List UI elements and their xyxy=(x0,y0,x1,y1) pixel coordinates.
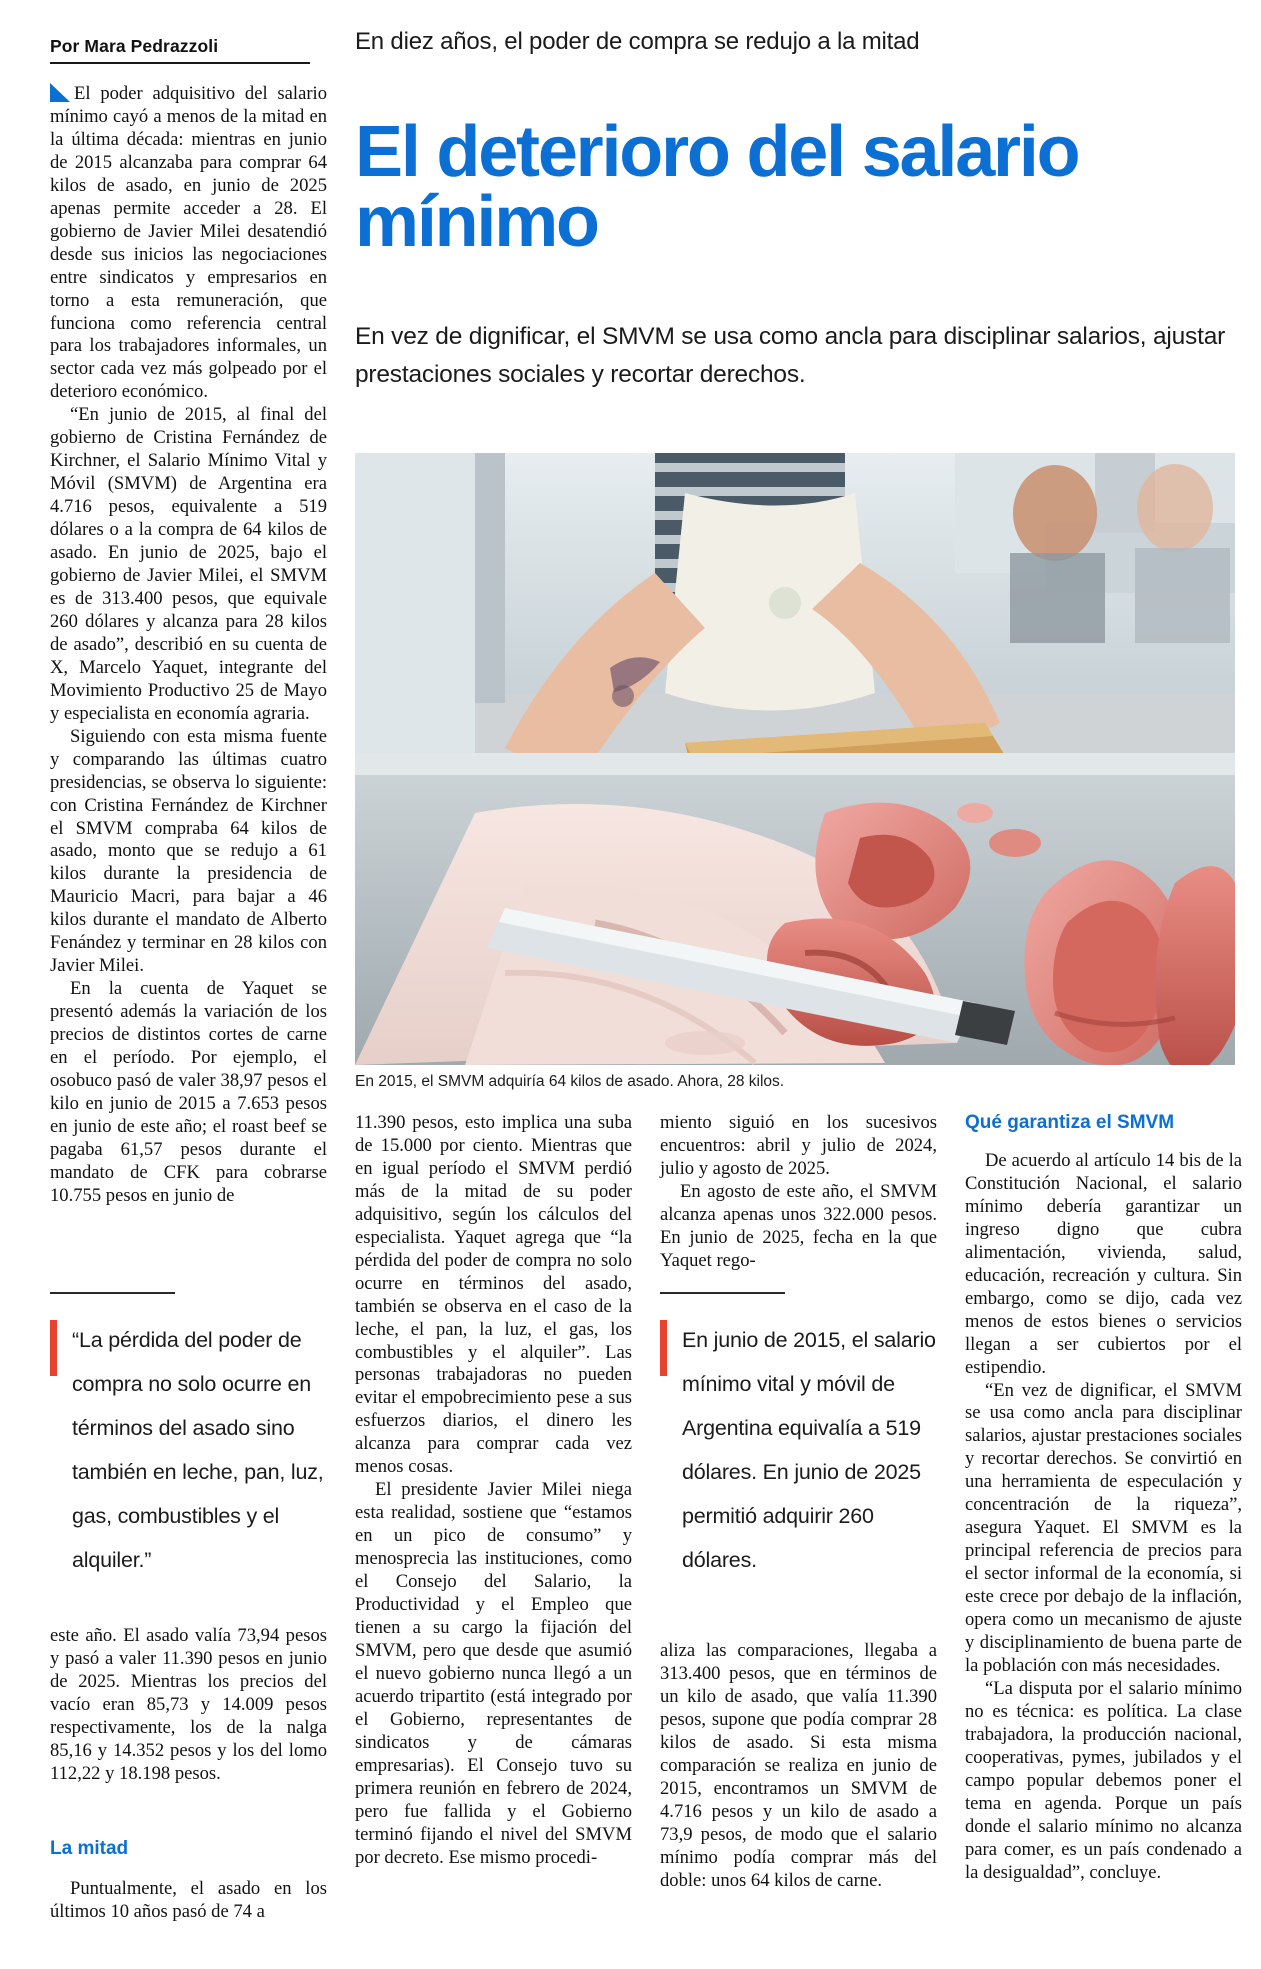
body-column-3-bottom xyxy=(660,1640,937,1892)
paragraph: De acuerdo al artículo 14 bis de la Constitución Nacional, el salario mínimo debería garantizar un ingreso digno que cubra alimentación, vivienda, salud, educación, recreación y cultura. Sin embargo, como se dijo, cada vez menos de estos bienes o servicios llegan a ser cubiertos por el estipendio. xyxy=(965,1150,1242,1378)
byline: Por Mara Pedrazzoli xyxy=(50,36,219,56)
kicker: En diez años, el poder de compra se redujo a la mitad xyxy=(355,28,920,55)
section-title-que-garantiza xyxy=(965,1112,1242,1134)
paragraph: aliza las comparaciones, llegaba a 313.400 pesos, que en términos de un kilo de asado, que valía 11.390 pesos, supone que podía comprar 28 kilos de asado. Si esta misma comparación se realiza en junio de 2015, encontramos un SMVM de 4.716 pesos y un kilo de asado a 73,9 pesos, de modo que el salario mínimo podía comprar más del doble: unos 64 kilos de carne. xyxy=(660,1640,937,1891)
la-mitad-lead xyxy=(50,1878,327,1924)
pullquote-rule xyxy=(660,1292,785,1294)
body-column-2 xyxy=(355,1112,632,1869)
paragraph: El presidente Javier Milei niega esta realidad, sostiene que “estamos en un pico de consumo” y menosprecia las instituciones, como el Consejo del Salario, la Productividad y el Empleo que tienen a su cargo la fijación del SMVM, pero que desde que asumió el nuevo gobierno nunca llegó a un acuerdo tripartito (está integrado por el Gobierno, representantes de sindicatos y de cámaras empresarias). El Consejo tuvo su primera reunión en febrero de 2024, pero fue fallida y el Gobierno terminó fijando el nivel del SMVM por decreto. Ese mismo procedi- xyxy=(355,1479,632,1868)
pullquote-text: “La pérdida del poder de compra no solo ocurre en términos del asado sino también en leche, pan, luz, gas, combustibles y el alquiler.” xyxy=(72,1328,324,1573)
pullquote-text: En junio de 2015, el salario mínimo vital y móvil de Argentina equivalía a 519 dólares. En junio de 2025 permitió adquirir 260 dólares. xyxy=(682,1328,936,1573)
body-column-1 xyxy=(50,80,327,1208)
body-column-1-bottom xyxy=(50,1625,327,1786)
page-title: El deterioro del salario mínimo xyxy=(355,112,1079,263)
paragraph: El poder adquisitivo del salario mínimo cayó a menos de la mitad en la última década: mientras en junio de 2015 alcanzaba para comprar 64 kilos de asado, en junio de 2025 apenas permite acceder a 28. El gobierno de Javier Milei desatendió desde sus inicios las negociaciones entre sindicatos y empresarios en torno a esta remuneración, que funciona como referencia central para los trabajadores informales, un sector cada vez más golpeado por el deterioro económico. xyxy=(50,83,327,403)
paragraph: Siguiendo con esta misma fuente y comparando las últimas cuatro presidencias, se observa lo siguiente: con Cristina Fernández de Kirchner el SMVM compraba 64 kilos de asado, monto que se redujo a 61 kilos durante la presidencia de Mauricio Macri, para bajar a 46 kilos durante el mandato de Alberto Fenández y terminar en 28 kilos con Javier Milei. xyxy=(50,725,327,977)
photo-caption: En 2015, el SMVM adquiría 64 kilos de asado. Ahora, 28 kilos. xyxy=(355,1073,785,1090)
body-column-3 xyxy=(660,1112,937,1273)
paragraph: “En vez de dignificar, el SMVM se usa como ancla para disciplinar salarios, ajustar prestaciones sociales y recortar derechos. Se convirtió en una herramienta de especulación y concentración de la riqueza”, asegura Yaquet. El SMVM es la principal referencia de precios para el sector informal de la economía, si este crece por debajo de la inflación, opera como un mecanismo de ajuste y disciplinamiento de buena parte de la población con más necesidades. xyxy=(965,1379,1242,1676)
section-title-text: La mitad xyxy=(50,1838,129,1859)
article-photo xyxy=(355,453,1235,1065)
subheadline: En vez de dignificar, el SMVM se usa como ancla para disciplinar salarios, ajustar prestaciones sociales y recortar derechos. xyxy=(355,323,1226,388)
paragraph: “La disputa por el salario mínimo no es técnica: es política. La clase trabajadora, la producción nacional, cooperativas, pymes, jubilados y el campo popular debemos poner el tema en agenda. Porque un país donde el salario mínimo no alcanza para comer, es un país condenado a la desigualdad”, concluye. xyxy=(965,1677,1242,1883)
paragraph: Puntualmente, el asado en los últimos 10 años pasó de 74 a xyxy=(50,1878,327,1922)
pullquote-1 xyxy=(50,1318,327,1582)
paragraph: 11.390 pesos, esto implica una suba de 15.000 por ciento. Mientras que en igual período el SMVM perdió más de la mitad de su poder adquisitivo, según los cálculos del especialista. Yaquet agrega que “la pérdida del poder de compra no solo ocurre en términos del asado, también se observa en el caso de la leche, el pan, la luz, el gas, los combustibles y el alquiler”. Las personas trabajadoras no pueden evitar el empobrecimiento pese a sus esfuerzos diarios, el dinero les alcanza para comprar cada vez menos cosas. xyxy=(355,1112,632,1478)
paragraph: este año. El asado valía 73,94 pesos y pasó a valer 11.390 pesos en junio de 2025. Mientras los precios del vacío eran 85,73 y 14.009 pesos respectivamente, los de la nalga 85,16 y 14.352 pesos y los del lomo 112,22 y 18.198 pesos. xyxy=(50,1625,327,1784)
body-column-4 xyxy=(965,1150,1242,1885)
paragraph: “En junio de 2015, al final del gobierno de Cristina Fernández de Kirchner, el Salario Mínimo Vital y Móvil (SMVM) de Argentina era 4.716 pesos, equivalente a 519 dólares o a la compra de 64 kilos de asado. En junio de 2025, bajo el gobierno de Javier Milei, el SMVM es de 313.400 pesos, que equivale 260 dólares y alcanza para 28 kilos de asado”, describió en su cuenta de X, Marcelo Yaquet, integrante del Movimiento Productivo 25 de Mayo y especialista en economía agraria. xyxy=(50,404,327,724)
paragraph: En agosto de este año, el SMVM alcanza apenas unos 322.000 pesos. En junio de 2025, fecha en la que Yaquet rego- xyxy=(660,1180,937,1271)
pullquote-2 xyxy=(660,1318,937,1582)
section-title-la-mitad xyxy=(50,1838,327,1860)
section-title-text: Qué garantiza el SMVM xyxy=(965,1112,1175,1133)
paragraph: miento siguió en los sucesivos encuentros: abril y julio de 2024, julio y agosto de 2025. xyxy=(660,1112,937,1179)
paragraph: En la cuenta de Yaquet se presentó además la variación de los precios de distintos cortes de carne en el período. Por ejemplo, el osobuco pasó de valer 38,97 pesos el kilo en junio de 2015 a 7.653 pesos en junio de este año; el roast beef se pagaba 61,57 pesos durante el mandato de CFK para cobrarse 10.755 pesos en junio de xyxy=(50,978,327,1206)
photo-illustration xyxy=(355,453,1235,1065)
dropcap-triangle-icon xyxy=(50,83,70,102)
pullquote-rule xyxy=(50,1292,175,1294)
byline-rule xyxy=(50,62,310,64)
